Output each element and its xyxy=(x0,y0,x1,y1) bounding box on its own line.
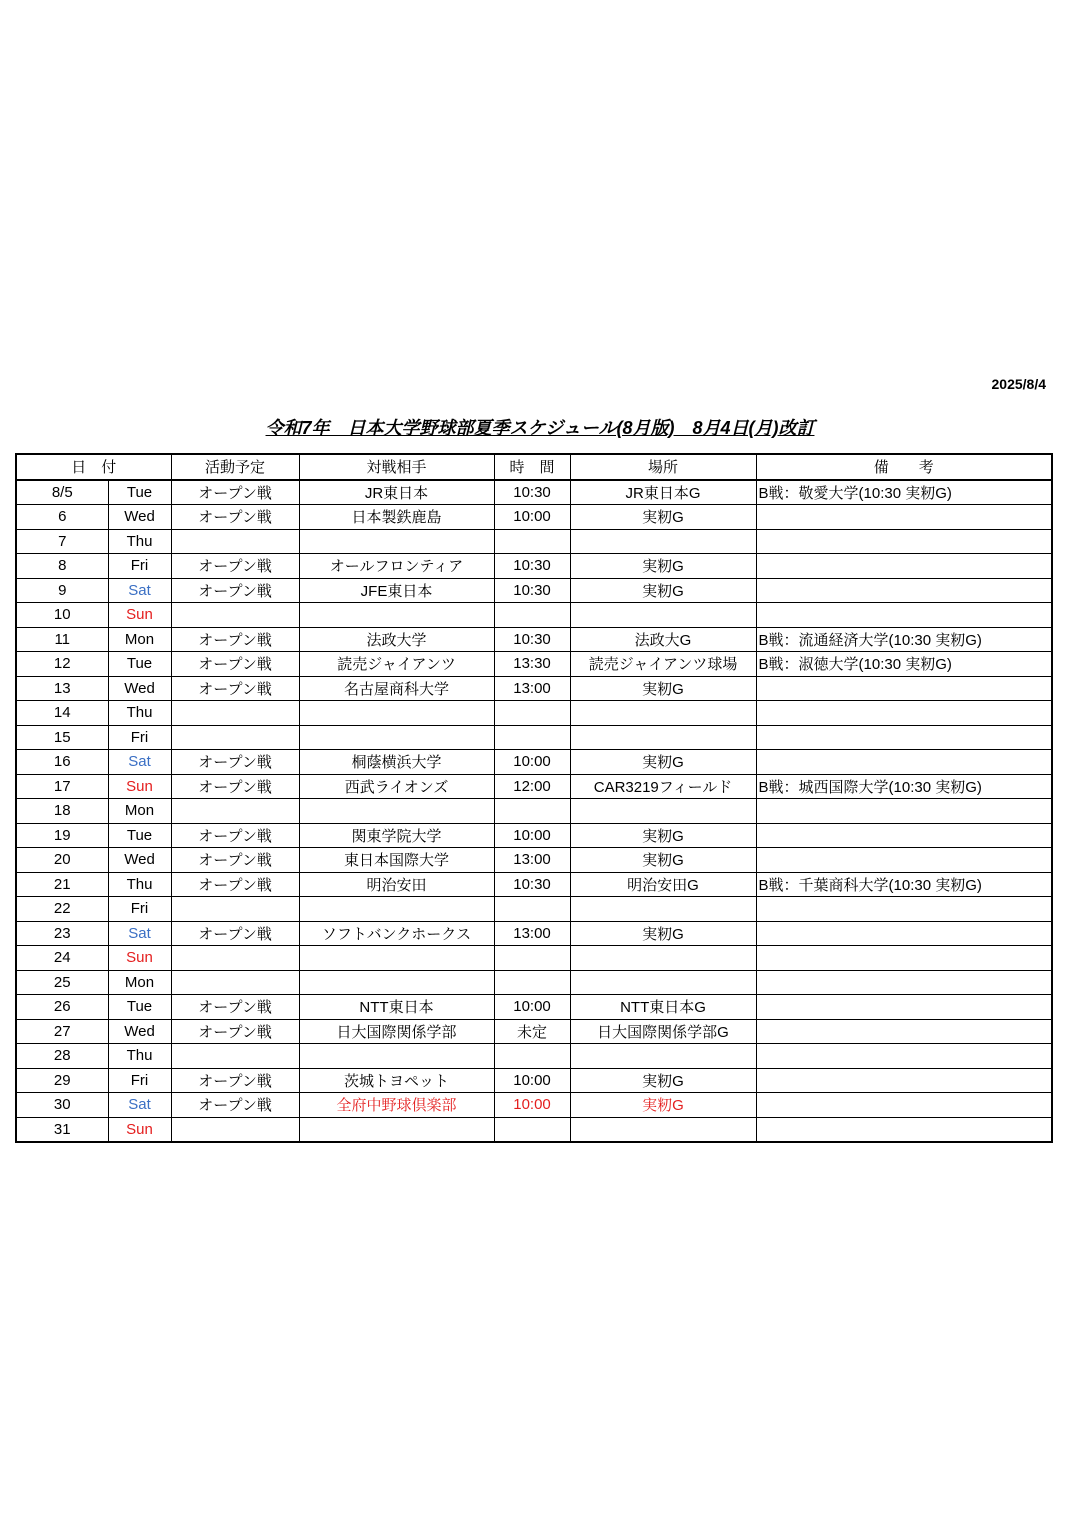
activity-cell xyxy=(171,799,299,824)
opponent-cell: 西武ライオンズ xyxy=(299,774,494,799)
time-cell xyxy=(494,1044,570,1069)
activity-cell xyxy=(171,970,299,995)
table-row xyxy=(16,1044,1052,1069)
activity-cell: オープン戦 xyxy=(171,774,299,799)
date-cell: 9 xyxy=(16,578,108,603)
opponent-cell xyxy=(299,970,494,995)
time-cell: 10:30 xyxy=(494,480,570,505)
day-cell: Thu xyxy=(108,529,171,554)
remarks-cell xyxy=(756,529,1052,554)
time-cell: 12:00 xyxy=(494,774,570,799)
date-cell: 12 xyxy=(16,652,108,677)
table-row xyxy=(16,627,1052,652)
table-row xyxy=(16,774,1052,799)
time-cell: 10:00 xyxy=(494,995,570,1020)
table-row xyxy=(16,505,1052,530)
day-cell: Tue xyxy=(108,652,171,677)
opponent-cell: 関東学院大学 xyxy=(299,823,494,848)
remarks-cell: B戦：千葉商科大学(10:30 実籾G) xyxy=(756,872,1052,897)
remarks-cell xyxy=(756,1044,1052,1069)
time-cell xyxy=(494,725,570,750)
remarks-cell xyxy=(756,701,1052,726)
opponent-cell xyxy=(299,529,494,554)
opponent-cell: NTT東日本 xyxy=(299,995,494,1020)
activity-cell xyxy=(171,1117,299,1142)
day-cell: Sat xyxy=(108,750,171,775)
day-cell: Fri xyxy=(108,1068,171,1093)
table-row xyxy=(16,750,1052,775)
time-cell: 10:30 xyxy=(494,554,570,579)
remarks-cell xyxy=(756,970,1052,995)
header-venue: 場所 xyxy=(570,454,756,480)
remarks-cell xyxy=(756,848,1052,873)
opponent-cell xyxy=(299,1044,494,1069)
table-row xyxy=(16,848,1052,873)
schedule-table xyxy=(15,453,1053,1143)
remarks-cell xyxy=(756,799,1052,824)
date-cell: 8 xyxy=(16,554,108,579)
venue-cell xyxy=(570,946,756,971)
table-row xyxy=(16,578,1052,603)
time-cell xyxy=(494,799,570,824)
table-row xyxy=(16,995,1052,1020)
time-cell: 10:00 xyxy=(494,1068,570,1093)
table-row xyxy=(16,946,1052,971)
opponent-cell xyxy=(299,603,494,628)
venue-cell xyxy=(570,1117,756,1142)
day-cell: Sun xyxy=(108,603,171,628)
opponent-cell: オールフロンティア xyxy=(299,554,494,579)
activity-cell: オープン戦 xyxy=(171,995,299,1020)
opponent-cell: JR東日本 xyxy=(299,480,494,505)
remarks-cell xyxy=(756,676,1052,701)
remarks-cell xyxy=(756,995,1052,1020)
table-row xyxy=(16,823,1052,848)
activity-cell: オープン戦 xyxy=(171,848,299,873)
time-cell: 13:00 xyxy=(494,921,570,946)
activity-cell xyxy=(171,946,299,971)
day-cell: Tue xyxy=(108,995,171,1020)
remarks-cell xyxy=(756,725,1052,750)
date-cell: 7 xyxy=(16,529,108,554)
day-cell: Sun xyxy=(108,1117,171,1142)
table-row xyxy=(16,1019,1052,1044)
venue-cell: 法政大G xyxy=(570,627,756,652)
remarks-cell xyxy=(756,1019,1052,1044)
date-cell: 15 xyxy=(16,725,108,750)
venue-cell: 実籾G xyxy=(570,750,756,775)
opponent-cell xyxy=(299,725,494,750)
table-row xyxy=(16,480,1052,505)
venue-cell: 実籾G xyxy=(570,676,756,701)
schedule-body xyxy=(16,480,1052,1143)
activity-cell: オープン戦 xyxy=(171,1068,299,1093)
venue-cell: 実籾G xyxy=(570,505,756,530)
activity-cell: オープン戦 xyxy=(171,1019,299,1044)
venue-cell xyxy=(570,799,756,824)
activity-cell: オープン戦 xyxy=(171,652,299,677)
table-row xyxy=(16,970,1052,995)
day-cell: Thu xyxy=(108,1044,171,1069)
date-cell: 16 xyxy=(16,750,108,775)
activity-cell: オープン戦 xyxy=(171,554,299,579)
table-row xyxy=(16,701,1052,726)
remarks-cell xyxy=(756,603,1052,628)
time-cell: 13:00 xyxy=(494,676,570,701)
venue-cell: CAR3219フィールド xyxy=(570,774,756,799)
date-cell: 20 xyxy=(16,848,108,873)
opponent-cell xyxy=(299,701,494,726)
remarks-cell xyxy=(756,578,1052,603)
date-cell: 26 xyxy=(16,995,108,1020)
activity-cell: オープン戦 xyxy=(171,505,299,530)
date-cell: 30 xyxy=(16,1093,108,1118)
opponent-cell: 名古屋商科大学 xyxy=(299,676,494,701)
time-cell: 10:00 xyxy=(494,750,570,775)
opponent-cell: 読売ジャイアンツ xyxy=(299,652,494,677)
remarks-cell: B戦：敬愛大学(10:30 実籾G) xyxy=(756,480,1052,505)
time-cell: 10:30 xyxy=(494,872,570,897)
date-cell: 11 xyxy=(16,627,108,652)
venue-cell: NTT東日本G xyxy=(570,995,756,1020)
activity-cell xyxy=(171,897,299,922)
day-cell: Wed xyxy=(108,676,171,701)
remarks-cell xyxy=(756,921,1052,946)
date-cell: 17 xyxy=(16,774,108,799)
opponent-cell: 明治安田 xyxy=(299,872,494,897)
day-cell: Thu xyxy=(108,872,171,897)
remarks-cell xyxy=(756,750,1052,775)
venue-cell: 日大国際関係学部G xyxy=(570,1019,756,1044)
table-row xyxy=(16,652,1052,677)
date-cell: 22 xyxy=(16,897,108,922)
date-cell: 31 xyxy=(16,1117,108,1142)
opponent-cell xyxy=(299,946,494,971)
date-cell: 8/5 xyxy=(16,480,108,505)
table-row xyxy=(16,1117,1052,1142)
table-row xyxy=(16,921,1052,946)
opponent-cell xyxy=(299,1117,494,1142)
venue-cell: 明治安田G xyxy=(570,872,756,897)
day-cell: Thu xyxy=(108,701,171,726)
day-cell: Wed xyxy=(108,505,171,530)
date-cell: 27 xyxy=(16,1019,108,1044)
remarks-cell xyxy=(756,897,1052,922)
opponent-cell: 法政大学 xyxy=(299,627,494,652)
time-cell xyxy=(494,1117,570,1142)
opponent-cell xyxy=(299,799,494,824)
venue-cell: 実籾G xyxy=(570,1068,756,1093)
activity-cell xyxy=(171,701,299,726)
date-cell: 19 xyxy=(16,823,108,848)
venue-cell xyxy=(570,529,756,554)
activity-cell: オープン戦 xyxy=(171,578,299,603)
venue-cell: 読売ジャイアンツ球場 xyxy=(570,652,756,677)
day-cell: Fri xyxy=(108,897,171,922)
activity-cell xyxy=(171,603,299,628)
day-cell: Mon xyxy=(108,627,171,652)
table-row xyxy=(16,872,1052,897)
date-cell: 25 xyxy=(16,970,108,995)
date-cell: 29 xyxy=(16,1068,108,1093)
day-cell: Fri xyxy=(108,725,171,750)
table-row xyxy=(16,603,1052,628)
day-cell: Fri xyxy=(108,554,171,579)
activity-cell xyxy=(171,529,299,554)
opponent-cell: 日大国際関係学部 xyxy=(299,1019,494,1044)
activity-cell: オープン戦 xyxy=(171,872,299,897)
remarks-cell: B戦：流通経済大学(10:30 実籾G) xyxy=(756,627,1052,652)
venue-cell: JR東日本G xyxy=(570,480,756,505)
activity-cell: オープン戦 xyxy=(171,480,299,505)
table-row xyxy=(16,554,1052,579)
activity-cell: オープン戦 xyxy=(171,627,299,652)
day-cell: Wed xyxy=(108,1019,171,1044)
date-cell: 14 xyxy=(16,701,108,726)
activity-cell: オープン戦 xyxy=(171,1093,299,1118)
opponent-cell: 東日本国際大学 xyxy=(299,848,494,873)
venue-cell xyxy=(570,603,756,628)
table-row xyxy=(16,897,1052,922)
time-cell xyxy=(494,897,570,922)
time-cell: 未定 xyxy=(494,1019,570,1044)
remarks-cell xyxy=(756,946,1052,971)
opponent-cell xyxy=(299,897,494,922)
day-cell: Tue xyxy=(108,823,171,848)
opponent-cell: 全府中野球倶楽部 xyxy=(299,1093,494,1118)
activity-cell: オープン戦 xyxy=(171,750,299,775)
venue-cell xyxy=(570,1044,756,1069)
venue-cell xyxy=(570,701,756,726)
header-remarks: 備 考 xyxy=(756,454,1052,480)
remarks-cell xyxy=(756,1093,1052,1118)
time-cell xyxy=(494,529,570,554)
header-opponent: 対戦相手 xyxy=(299,454,494,480)
time-cell: 10:00 xyxy=(494,1093,570,1118)
opponent-cell: JFE東日本 xyxy=(299,578,494,603)
remarks-cell xyxy=(756,505,1052,530)
venue-cell: 実籾G xyxy=(570,578,756,603)
venue-cell xyxy=(570,970,756,995)
activity-cell xyxy=(171,725,299,750)
date-cell: 18 xyxy=(16,799,108,824)
remarks-cell xyxy=(756,554,1052,579)
time-cell: 10:30 xyxy=(494,578,570,603)
remarks-cell xyxy=(756,1068,1052,1093)
date-cell: 24 xyxy=(16,946,108,971)
venue-cell xyxy=(570,725,756,750)
time-cell xyxy=(494,946,570,971)
revision-date: 2025/8/4 xyxy=(991,376,1046,392)
date-cell: 6 xyxy=(16,505,108,530)
venue-cell: 実籾G xyxy=(570,554,756,579)
remarks-cell xyxy=(756,823,1052,848)
day-cell: Tue xyxy=(108,480,171,505)
time-cell xyxy=(494,603,570,628)
opponent-cell: 日本製鉄鹿島 xyxy=(299,505,494,530)
activity-cell: オープン戦 xyxy=(171,921,299,946)
day-cell: Sat xyxy=(108,1093,171,1118)
time-cell: 13:00 xyxy=(494,848,570,873)
time-cell: 10:00 xyxy=(494,823,570,848)
header-time: 時 間 xyxy=(494,454,570,480)
opponent-cell: ソフトバンクホークス xyxy=(299,921,494,946)
time-cell xyxy=(494,970,570,995)
page-title: 令和7年 日本大学野球部夏季スケジュール(8月版) 8月4日(月)改訂 xyxy=(265,418,815,438)
date-cell: 21 xyxy=(16,872,108,897)
date-cell: 23 xyxy=(16,921,108,946)
day-cell: Sun xyxy=(108,774,171,799)
venue-cell: 実籾G xyxy=(570,1093,756,1118)
activity-cell: オープン戦 xyxy=(171,676,299,701)
day-cell: Wed xyxy=(108,848,171,873)
table-row xyxy=(16,529,1052,554)
remarks-cell: B戦：淑徳大学(10:30 実籾G) xyxy=(756,652,1052,677)
venue-cell: 実籾G xyxy=(570,823,756,848)
day-cell: Sun xyxy=(108,946,171,971)
remarks-cell xyxy=(756,1117,1052,1142)
remarks-cell: B戦：城西国際大学(10:30 実籾G) xyxy=(756,774,1052,799)
table-row xyxy=(16,799,1052,824)
date-cell: 10 xyxy=(16,603,108,628)
header-activity: 活動予定 xyxy=(171,454,299,480)
date-cell: 13 xyxy=(16,676,108,701)
activity-cell: オープン戦 xyxy=(171,823,299,848)
venue-cell: 実籾G xyxy=(570,921,756,946)
venue-cell: 実籾G xyxy=(570,848,756,873)
day-cell: Mon xyxy=(108,799,171,824)
day-cell: Sat xyxy=(108,921,171,946)
time-cell xyxy=(494,701,570,726)
venue-cell xyxy=(570,897,756,922)
date-cell: 28 xyxy=(16,1044,108,1069)
activity-cell xyxy=(171,1044,299,1069)
time-cell: 10:30 xyxy=(494,627,570,652)
time-cell: 10:00 xyxy=(494,505,570,530)
table-row xyxy=(16,1093,1052,1118)
table-row xyxy=(16,1068,1052,1093)
table-row xyxy=(16,676,1052,701)
opponent-cell: 茨城トヨペット xyxy=(299,1068,494,1093)
time-cell: 13:30 xyxy=(494,652,570,677)
table-header-row xyxy=(16,454,1052,480)
day-cell: Sat xyxy=(108,578,171,603)
table-row xyxy=(16,725,1052,750)
day-cell: Mon xyxy=(108,970,171,995)
header-date: 日 付 xyxy=(16,454,171,480)
opponent-cell: 桐蔭横浜大学 xyxy=(299,750,494,775)
